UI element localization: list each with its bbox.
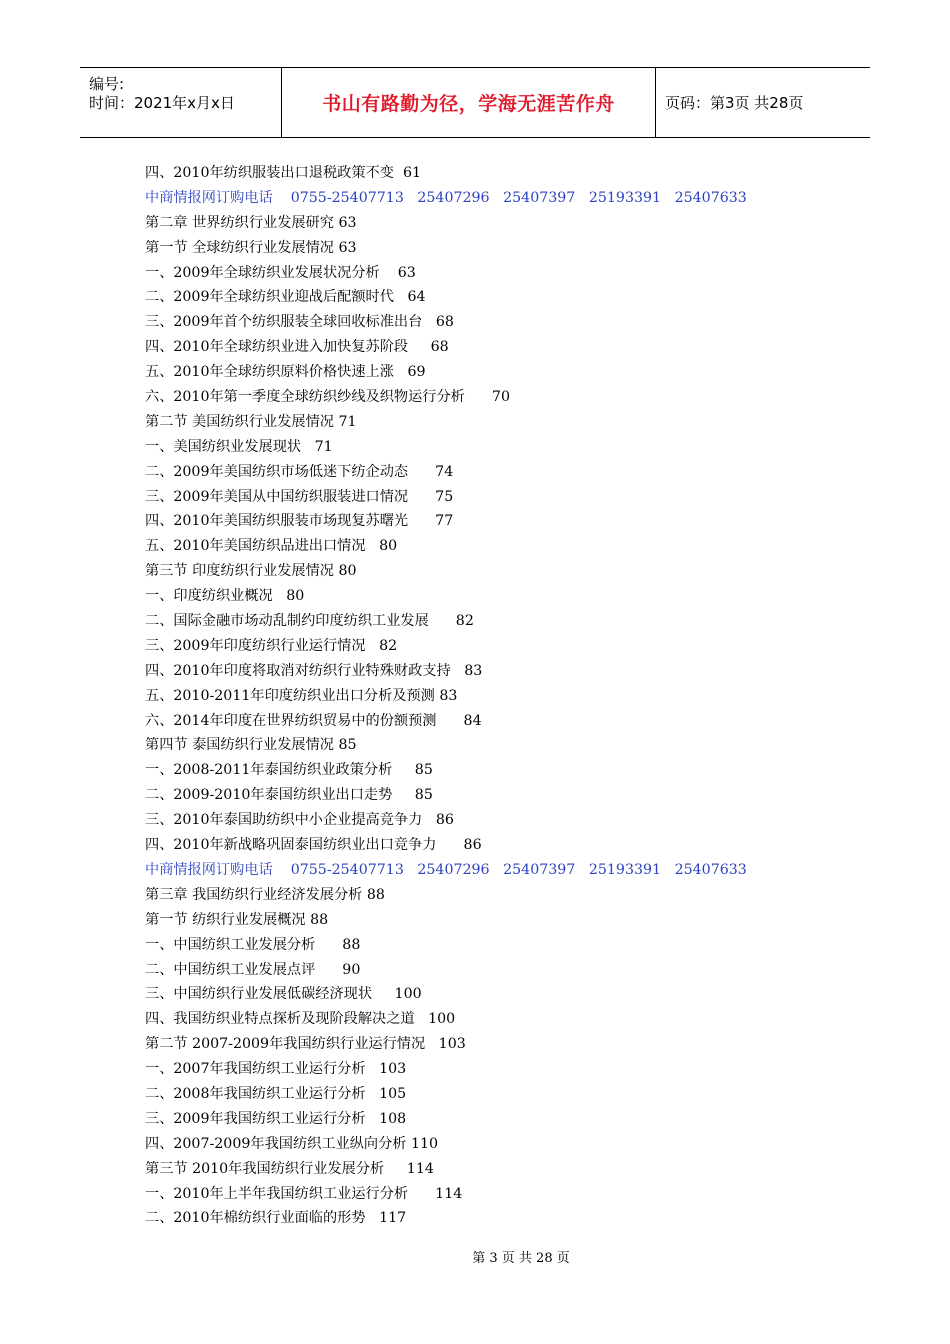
page-header [80,67,870,138]
toc-entry: 二、2009-2010年泰国纺织业出口走势 85 [145,787,433,804]
toc-entry: 一、2009年全球纺织业发展状况分析 63 [145,264,416,281]
toc-entry: 第三节 印度纺织行业发展情况 80 [145,563,357,580]
toc-entry: 六、2010年第一季度全球纺织纱线及织物运行分析 70 [145,389,510,406]
toc-entry: 三、2009年印度纺织行业运行情况 82 [145,637,398,654]
toc-entry: 五、2010年全球纺织原料价格快速上涨 69 [145,364,426,381]
toc-entry: 第一节 纺织行业发展概况 88 [145,911,329,928]
toc-entry: 五、2010-2011年印度纺织业出口分析及预测 83 [145,687,458,704]
toc-entry: 第三节 2010年我国纺织行业发展分析 114 [145,1160,434,1177]
table-of-contents [145,161,865,1231]
toc-entry: 一、2010年上半年我国纺织工业运行分析 114 [145,1185,463,1202]
contact-phone-line: 中商情报网订购电话 0755-25407713 25407296 25407397 25193391 25407633 [145,189,747,206]
footer-page-number: 第 3 页 共 28 页 [472,1251,570,1266]
toc-entry: 四、2007-2009年我国纺织工业纵向分析 110 [145,1135,439,1152]
toc-entry: 三、2010年泰国助纺织中小企业提高竞争力 86 [145,812,454,829]
motto-text: 书山有路勤为径，学海无涯苦作舟 [322,93,615,115]
toc-entry: 二、2010年棉纺织行业面临的形势 117 [145,1210,407,1227]
toc-entry: 二、2009年全球纺织业迎战后配额时代 64 [145,289,426,306]
toc-entry: 一、2008-2011年泰国纺织业政策分析 85 [145,762,433,779]
toc-entry: 四、2010年纺织服装出口退税政策不变 61 [145,165,421,181]
page-footer [0,1247,950,1266]
toc-entry: 第四节 泰国纺织行业发展情况 85 [145,737,357,754]
toc-entry: 第二节 2007-2009年我国纺织行业运行情况 103 [145,1036,466,1053]
toc-entry: 一、2007年我国纺织工业运行分析 103 [145,1061,407,1078]
toc-entry: 四、我国纺织业特点探析及现阶段解决之道 100 [145,1011,456,1028]
toc-entry: 三、2009年美国从中国纺织服装进口情况 75 [145,488,454,505]
toc-entry: 二、中国纺织工业发展点评 90 [145,961,361,978]
date-label: 时间：2021年x月x日 [89,94,235,112]
header-info-cell [80,68,281,137]
toc-entry: 一、印度纺织业概况 80 [145,588,305,605]
toc-entry: 第二节 美国纺织行业发展情况 71 [145,413,357,430]
toc-entry: 二、2009年美国纺织市场低迷下纺企动态 74 [145,463,454,480]
contact-phone-line: 中商情报网订购电话 0755-25407713 25407296 25407397 25193391 25407633 [145,861,747,878]
toc-entry: 四、2010年全球纺织业进入加快复苏阶段 68 [145,339,449,356]
toc-entry: 三、2009年首个纺织服装全球回收标准出台 68 [145,314,454,331]
toc-entry: 第一节 全球纺织行业发展情况 63 [145,239,357,256]
document-number-label: 编号: [89,75,125,93]
toc-entry: 四、2010年新战略巩固泰国纺织业出口竞争力 86 [145,837,482,854]
toc-entry: 四、2010年印度将取消对纺织行业特殊财政支持 83 [145,662,483,679]
toc-entry: 三、2009年我国纺织工业运行分析 108 [145,1110,407,1127]
toc-entry: 一、中国纺织工业发展分析 88 [145,936,361,953]
header-page-number: 页码：第3页 共28页 [665,94,804,112]
toc-entry: 六、2014年印度在世界纺织贸易中的份额预测 84 [145,712,482,729]
toc-entry: 第二章 世界纺织行业发展研究 63 [145,214,357,231]
toc-entry: 一、美国纺织业发展现状 71 [145,438,333,455]
header-motto-cell [281,68,656,137]
toc-entry: 四、2010年美国纺织服装市场现复苏曙光 77 [145,513,454,530]
toc-entry: 二、国际金融市场动乱制约印度纺织工业发展 82 [145,613,474,630]
header-page-cell [655,68,870,137]
toc-entry: 五、2010年美国纺织品进出口情况 80 [145,538,398,555]
toc-entry: 第三章 我国纺织行业经济发展分析 88 [145,886,385,903]
toc-entry: 三、中国纺织行业发展低碳经济现状 100 [145,986,422,1003]
toc-entry: 二、2008年我国纺织工业运行分析 105 [145,1085,407,1102]
